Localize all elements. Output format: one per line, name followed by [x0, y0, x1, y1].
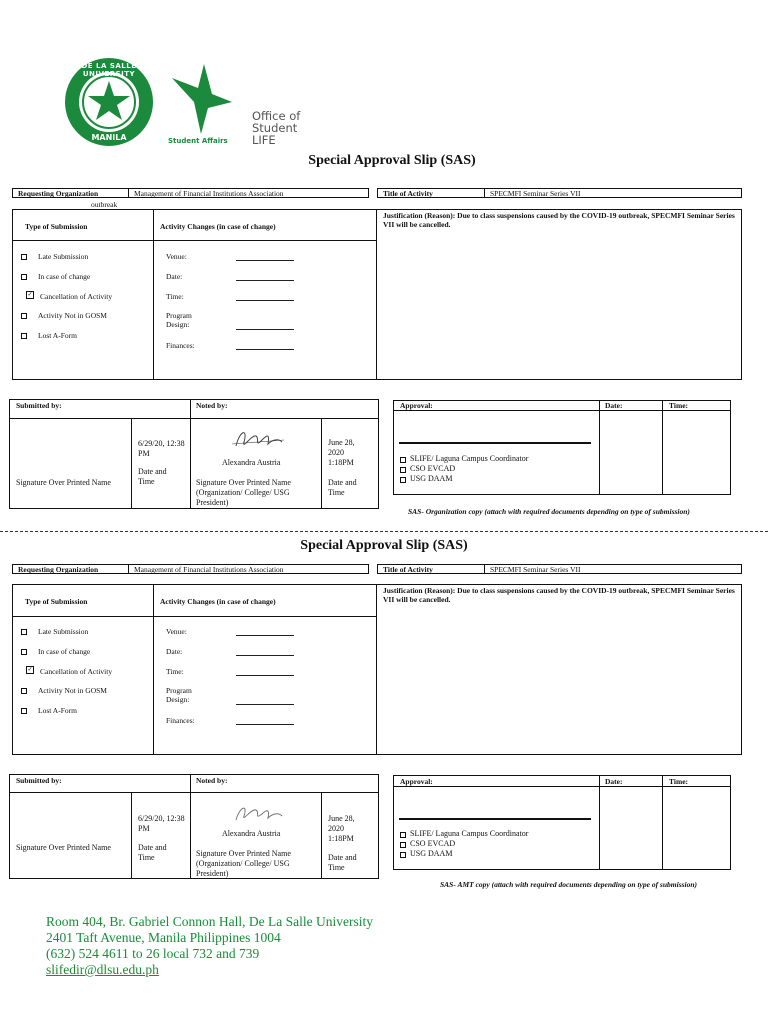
- approver-cso: CSO EVCAD: [410, 839, 456, 848]
- approval-date-label: Date:: [605, 777, 623, 786]
- submitted-label: Submitted by:: [16, 776, 62, 785]
- submission-box: [12, 584, 742, 755]
- copy-note: SAS- AMT copy (attach with required documents depending on type of submission): [440, 880, 698, 889]
- changes-header: Activity Changes (in case of change): [160, 597, 276, 606]
- change-date: Date:: [166, 647, 183, 656]
- cso-checkbox[interactable]: [400, 467, 406, 473]
- type-change: In case of change: [38, 272, 91, 281]
- change-program: Program Design:: [166, 686, 192, 704]
- submit-date: 6/29/20, 12:38 PM: [138, 439, 185, 458]
- form-title: Special Approval Slip (SAS): [308, 153, 476, 168]
- approval-sign-line: [399, 442, 591, 444]
- signature-table: [9, 774, 379, 879]
- submission-box: [12, 209, 742, 380]
- change-time: Time:: [166, 292, 184, 301]
- usg-checkbox[interactable]: [400, 477, 406, 483]
- footer-address: [46, 914, 373, 978]
- approver-usg: USG DAAM: [410, 849, 453, 858]
- in-case-change-checkbox[interactable]: [21, 274, 27, 280]
- changes-header: Activity Changes (in case of change): [160, 222, 276, 231]
- approval-time-label: Time:: [669, 401, 689, 410]
- type-late: Late Submission: [38, 252, 89, 261]
- slife-checkbox[interactable]: [400, 457, 406, 463]
- change-venue: Venue:: [166, 252, 187, 261]
- lost-aform-checkbox[interactable]: [21, 333, 27, 339]
- noted-date: June 28, 2020 1:18PM: [328, 814, 355, 843]
- type-cancel: Cancellation of Activity: [40, 292, 113, 301]
- signature-table: [9, 399, 379, 509]
- submit-datetime-label: Date and Time: [138, 843, 167, 862]
- change-program: Program Design:: [166, 311, 192, 329]
- late-submission-checkbox[interactable]: [21, 629, 27, 635]
- cancellation-checkbox[interactable]: ✓: [27, 667, 33, 673]
- submit-sig-label: Signature Over Printed Name: [16, 478, 111, 487]
- signature-icon: [226, 800, 286, 826]
- office-line-1: Office of: [252, 109, 301, 123]
- not-gosm-checkbox[interactable]: [21, 688, 27, 694]
- justification-text: Justification (Reason): Due to class suspensions caused by the COVID-19 outbreak, SPECMFI Seminar Series VII will be cancelled.: [383, 211, 735, 229]
- footer-line-1: Room 404, Br. Gabriel Connon Hall, De La Salle University: [46, 914, 373, 929]
- student-affairs-star-icon: [166, 64, 236, 134]
- org-label: Requesting Organization: [18, 565, 99, 574]
- dlsu-seal-logo: [64, 57, 154, 147]
- usg-checkbox[interactable]: [400, 852, 406, 858]
- noted-date: June 28, 2020 1:18PM: [328, 438, 355, 467]
- noted-label: Noted by:: [196, 776, 228, 785]
- type-gosm: Activity Not in GOSM: [38, 686, 107, 695]
- venue-field[interactable]: [236, 260, 294, 261]
- finances-field[interactable]: [236, 349, 294, 350]
- approver-slife: SLIFE/ Laguna Campus Coordinator: [410, 829, 529, 838]
- change-finances: Finances:: [166, 716, 195, 725]
- office-line-3: LIFE: [252, 133, 276, 147]
- activity-value: SPECMFI Seminar Series VII: [490, 189, 581, 198]
- approval-label: Approval:: [400, 777, 433, 786]
- type-lost: Lost A-Form: [38, 706, 77, 715]
- stray-text: outbreak: [91, 200, 118, 209]
- form-title: Special Approval Slip (SAS): [300, 538, 468, 553]
- approver-cso: CSO EVCAD: [410, 464, 456, 473]
- activity-value: SPECMFI Seminar Series VII: [490, 565, 581, 574]
- program-field[interactable]: [236, 329, 294, 330]
- copy-note: SAS- Organization copy (attach with required documents depending on type of submission): [408, 507, 690, 516]
- date-field[interactable]: [236, 655, 294, 656]
- activity-label: Title of Activity: [383, 565, 433, 574]
- lost-aform-checkbox[interactable]: [21, 708, 27, 714]
- seal-text-bottom: MANILA: [91, 133, 127, 142]
- type-cancel: Cancellation of Activity: [40, 667, 113, 676]
- signature-icon: [226, 424, 286, 454]
- approval-label: Approval:: [400, 401, 433, 410]
- activity-label: Title of Activity: [383, 189, 433, 198]
- approver-usg: USG DAAM: [410, 474, 453, 483]
- noted-sig-label: Signature Over Printed Name (Organization/ College/ USG President): [196, 849, 291, 878]
- student-affairs-label: Student Affairs: [168, 137, 228, 145]
- footer-line-3: (632) 524 4611 to 26 local 732 and 739: [46, 946, 260, 961]
- in-case-change-checkbox[interactable]: [21, 649, 27, 655]
- submitted-label: Submitted by:: [16, 401, 62, 410]
- noted-datetime-label: Date and Time: [328, 853, 357, 872]
- submit-datetime-label: Date and Time: [138, 467, 167, 486]
- change-time: Time:: [166, 667, 184, 676]
- type-late: Late Submission: [38, 627, 89, 636]
- change-finances: Finances:: [166, 341, 195, 350]
- submit-date: 6/29/20, 12:38 PM: [138, 814, 185, 833]
- late-submission-checkbox[interactable]: [21, 254, 27, 260]
- approval-sign-line: [399, 818, 591, 820]
- seal-text-top: DE LA SALLE UNIVERSITY: [81, 62, 137, 78]
- change-date: Date:: [166, 272, 183, 281]
- noted-label: Noted by:: [196, 401, 228, 410]
- not-gosm-checkbox[interactable]: [21, 313, 27, 319]
- cut-line: [0, 531, 768, 532]
- type-gosm: Activity Not in GOSM: [38, 311, 107, 320]
- noted-sig-label: Signature Over Printed Name (Organization/ College/ USG President): [196, 478, 291, 507]
- office-label: [252, 110, 300, 146]
- org-label: Requesting Organization: [18, 189, 99, 198]
- time-field[interactable]: [236, 300, 294, 301]
- footer-line-2: 2401 Taft Avenue, Manila Philippines 1004: [46, 930, 281, 945]
- time-field[interactable]: [236, 675, 294, 676]
- type-header: Type of Submission: [25, 222, 88, 231]
- approver-slife: SLIFE/ Laguna Campus Coordinator: [410, 454, 529, 463]
- cancellation-checkbox[interactable]: ✓: [27, 292, 33, 298]
- office-line-2: Student: [252, 121, 298, 135]
- program-field[interactable]: [236, 704, 294, 705]
- org-value: Management of Financial Institutions Association: [134, 189, 284, 198]
- venue-field[interactable]: [236, 635, 294, 636]
- type-header: Type of Submission: [25, 597, 88, 606]
- finances-field[interactable]: [236, 724, 294, 725]
- type-change: In case of change: [38, 647, 91, 656]
- noted-name: Alexandra Austria: [222, 829, 281, 838]
- cso-checkbox[interactable]: [400, 842, 406, 848]
- justification-text: Justification (Reason): Due to class suspensions caused by the COVID-19 outbreak, SPECMFI Seminar Series VII will be cancelled.: [383, 586, 735, 604]
- submit-sig-label: Signature Over Printed Name: [16, 843, 111, 852]
- approval-time-label: Time:: [669, 777, 689, 786]
- type-lost: Lost A-Form: [38, 331, 77, 340]
- org-value: Management of Financial Institutions Association: [134, 565, 284, 574]
- noted-name: Alexandra Austria: [222, 458, 281, 467]
- slife-checkbox[interactable]: [400, 832, 406, 838]
- footer-email-link[interactable]: slifedir@dlsu.edu.ph: [46, 962, 159, 977]
- noted-datetime-label: Date and Time: [328, 478, 357, 497]
- date-field[interactable]: [236, 280, 294, 281]
- change-venue: Venue:: [166, 627, 187, 636]
- approval-date-label: Date:: [605, 401, 623, 410]
